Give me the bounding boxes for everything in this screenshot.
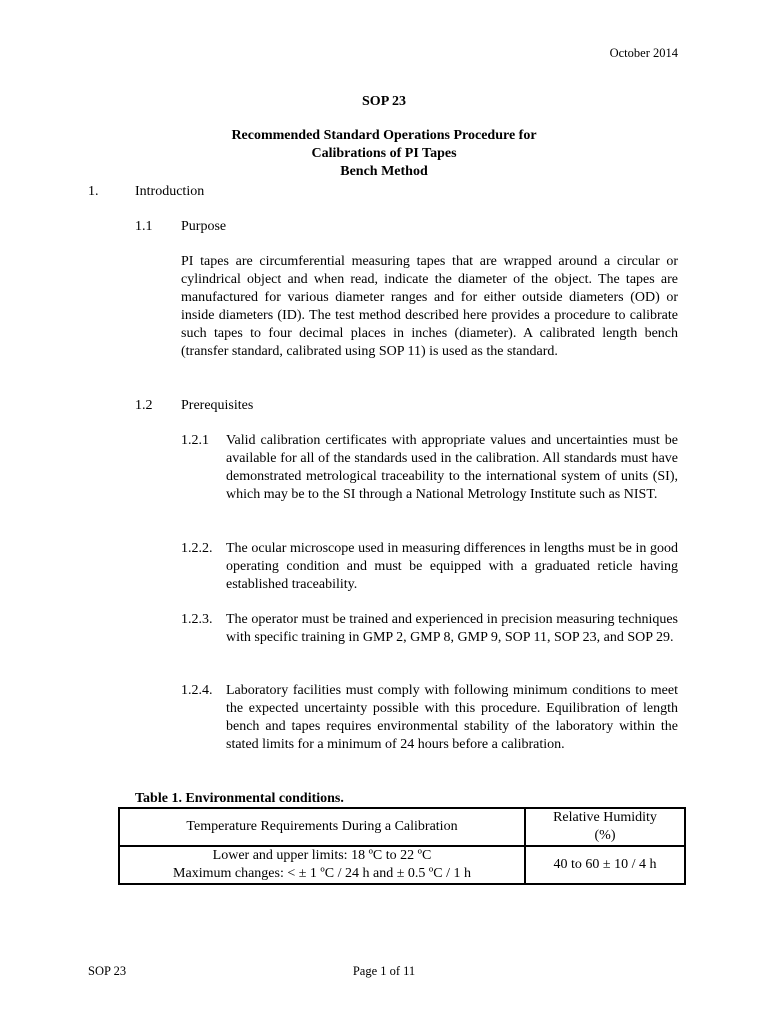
sop-number: SOP 23 (362, 94, 406, 109)
subsection-heading: Prerequisites (181, 398, 254, 413)
prerequisite-text: Valid calibration certificates with appropriate values and uncertainties must be available for all of the standards used in the calibration. All standards must have demonstrated metrological traceability to the international system of units (SI), which may be to the SI through a National Metrology Institute such as NIST. (226, 433, 678, 502)
subsection-heading: Purpose (181, 219, 227, 234)
purpose-paragraph: PI tapes are circumferential measuring tapes that are wrapped around a circular or cylindrical object and when read, indicate the diameter of the object. The tapes are manufactured for various diameter ranges and for either outside diameters (OD) or inside diameters (ID). The test method described here provides a procedure to calibrate such tapes to four decimal places in inches (diameter). A calibrated length bench (transfer standard, calibrated using SOP 11) is used as the standard. (181, 254, 678, 359)
title-line-2: Calibrations of PI Tapes (311, 146, 457, 161)
humidity-header-line-1: Relative Humidity (553, 810, 657, 825)
table-cell (119, 846, 525, 884)
humidity-header-line-2: (%) (594, 828, 616, 843)
document-date: October 2014 (609, 46, 678, 60)
title-block (0, 93, 768, 181)
item-number: 1.2.2. (181, 541, 213, 556)
prerequisite-text: Laboratory facilities must comply with following minimum conditions to meet the expected uncertainty possible with this procedure. Equilibration of length bench and tapes requires environmental stability of the laboratory within the stated limits for a minimum of 24 hours before a calibration. (226, 683, 678, 752)
temperature-changes: Maximum changes: < ± 1 ºC / 24 h and ± 0.5 ºC / 1 h (173, 866, 471, 881)
table-header-row (119, 808, 685, 846)
item-number: 1.2.3. (181, 612, 213, 627)
page-number: Page 1 of 11 (352, 964, 416, 978)
footer-sop: SOP 23 (88, 964, 127, 978)
humidity-value: 40 to 60 ± 10 / 4 h (553, 857, 657, 872)
table-row (119, 846, 685, 884)
section-number: 1. (88, 184, 99, 199)
subsection-number: 1.1 (135, 219, 153, 234)
table-header-cell (525, 808, 685, 846)
temperature-limits: Lower and upper limits: 18 ºC to 22 ºC (212, 848, 432, 863)
table-header-cell (119, 808, 525, 846)
section-heading: Introduction (135, 184, 205, 199)
temperature-header: Temperature Requirements During a Calibration (186, 819, 458, 834)
table-cell (525, 846, 685, 884)
environmental-conditions-table (118, 807, 686, 885)
item-number: 1.2.4. (181, 683, 213, 698)
table-caption: Table 1. Environmental conditions. (135, 791, 344, 806)
prerequisite-text: The ocular microscope used in measuring differences in lengths must be in good operating condition and must be equipped with a graduated reticle having established traceability. (226, 541, 678, 592)
subsection-number: 1.2 (135, 398, 153, 413)
title-line-3: Bench Method (340, 164, 428, 179)
item-number: 1.2.1 (181, 433, 209, 448)
prerequisite-text: The operator must be trained and experienced in precision measuring techniques with specific training in GMP 2, GMP 8, GMP 9, SOP 11, SOP 23, and SOP 29. (226, 612, 678, 645)
title-line-1: Recommended Standard Operations Procedure for (231, 128, 537, 143)
